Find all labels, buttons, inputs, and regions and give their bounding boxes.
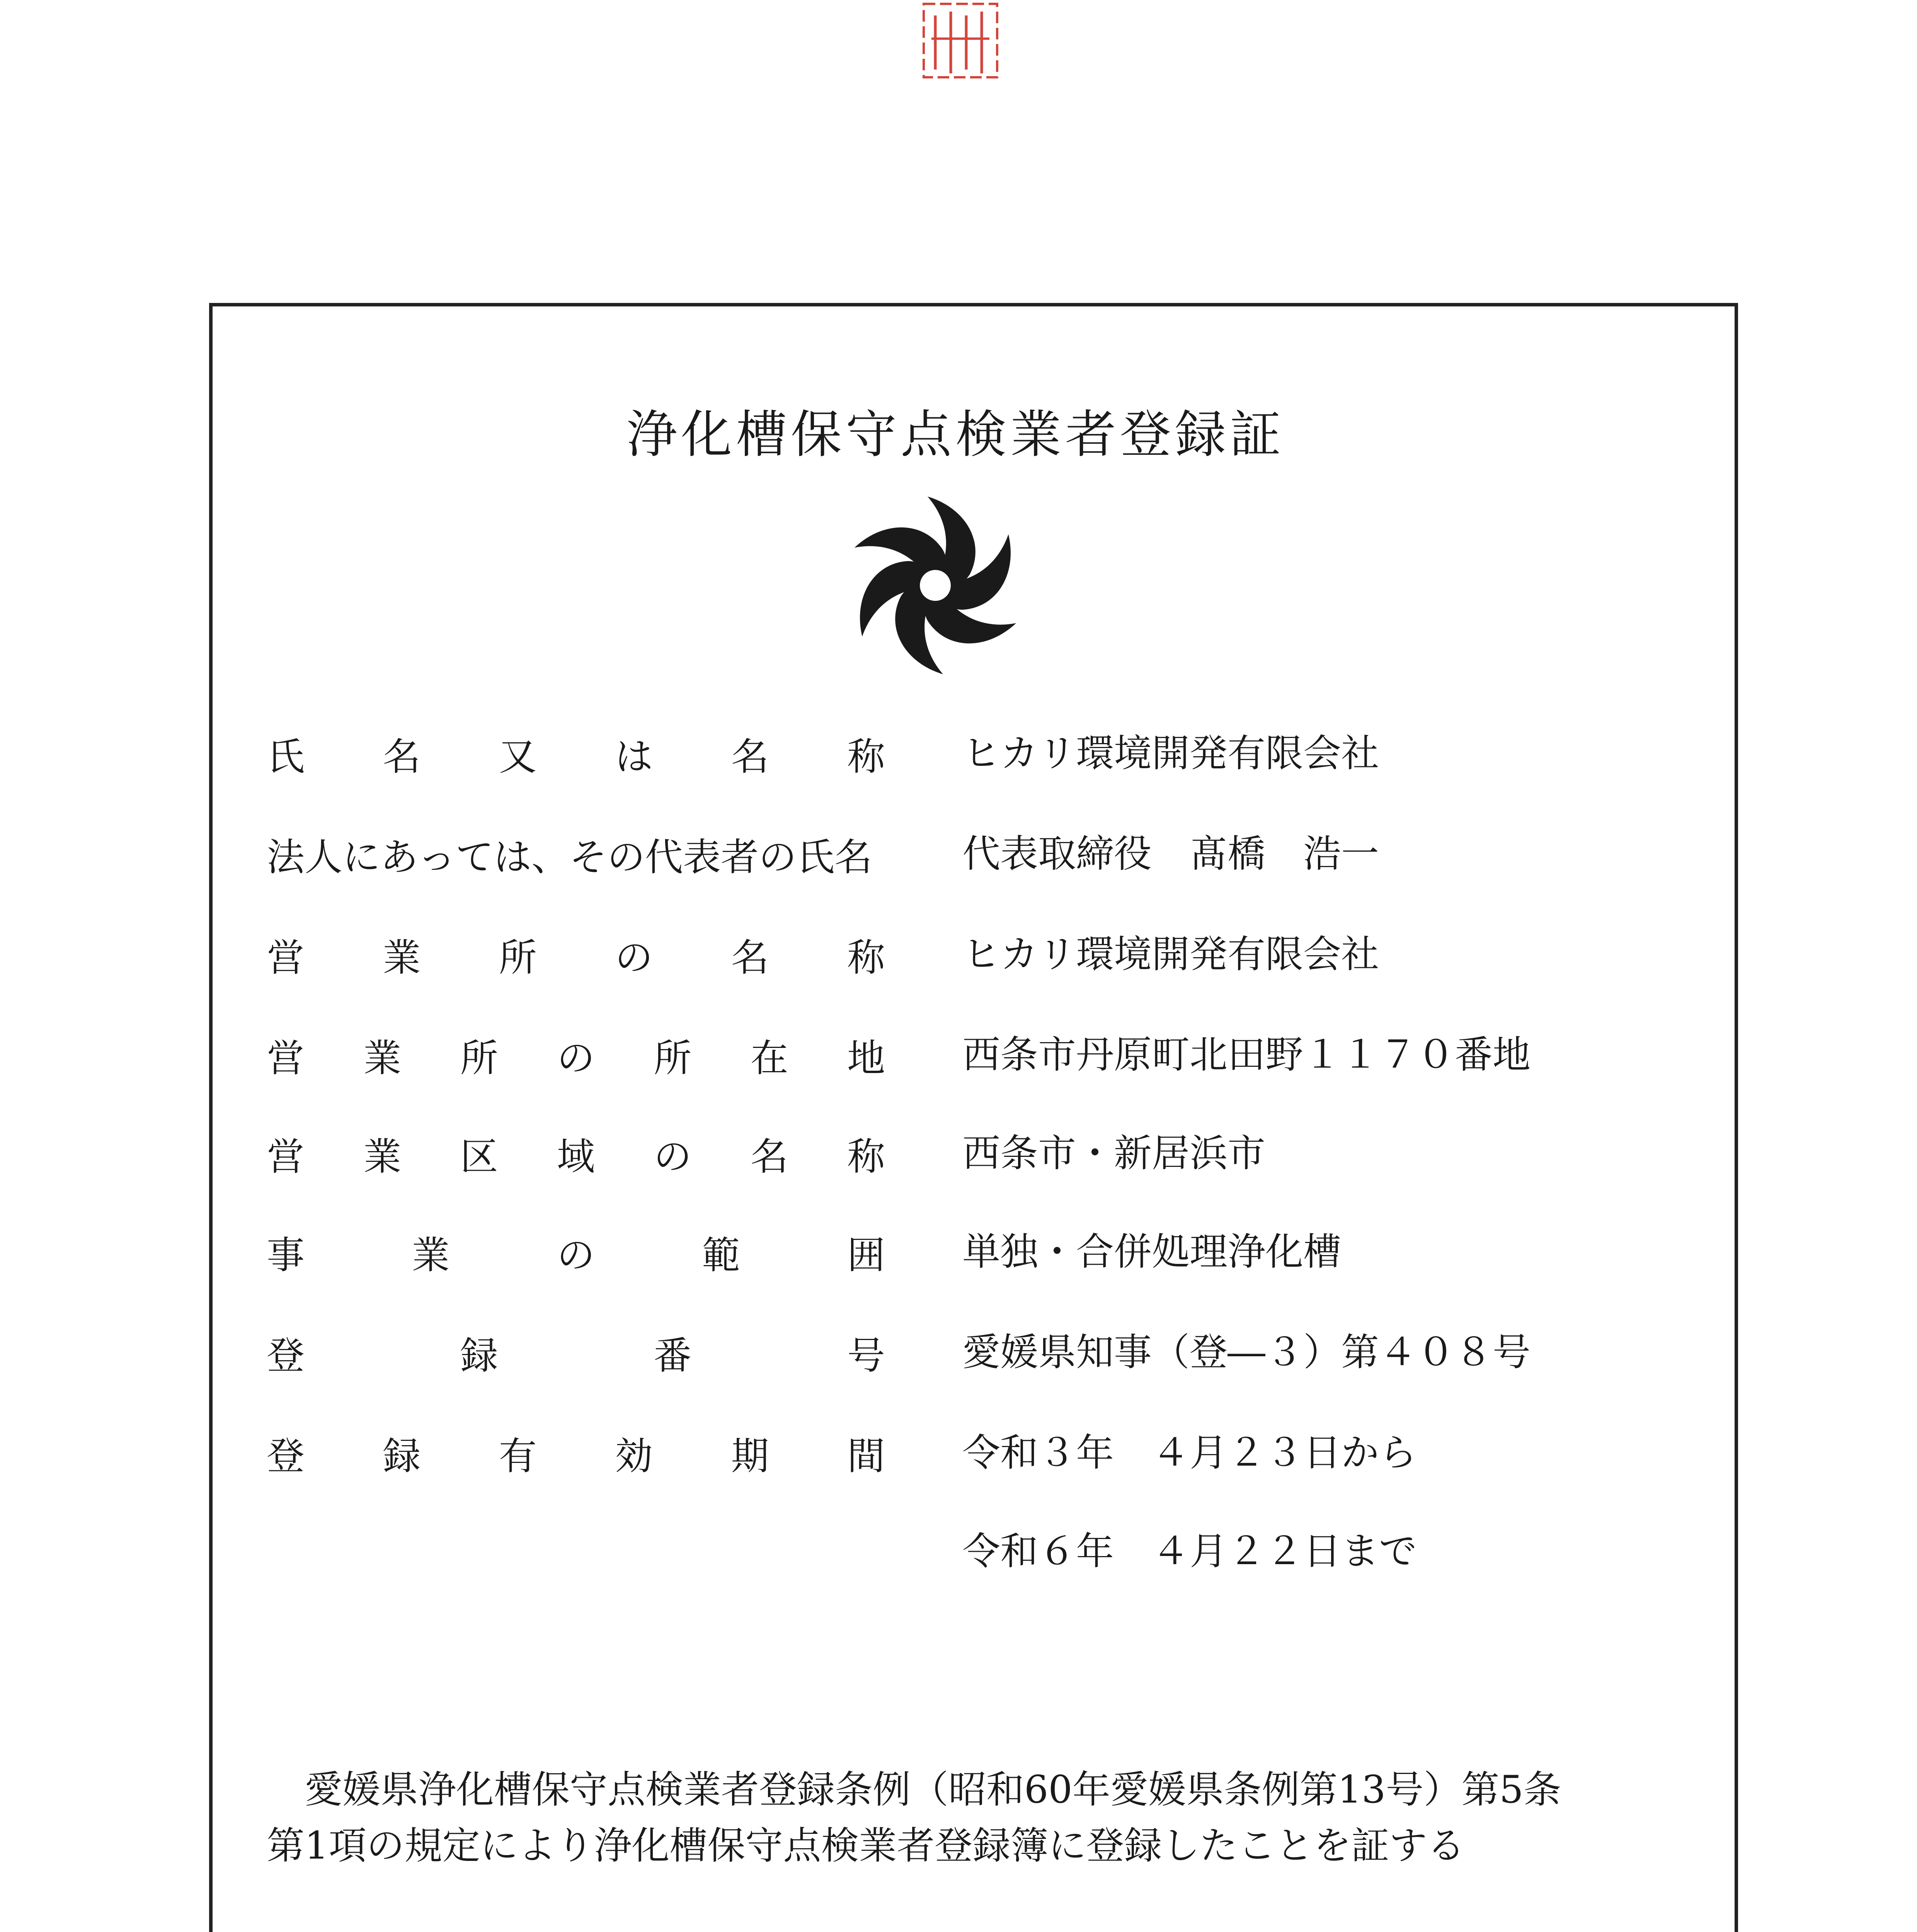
field-label-char: 所 [499,935,537,980]
field-label-char: 称 [847,1134,885,1179]
field-label-char: 期 [731,1434,769,1478]
field-label [267,827,885,881]
field-label-char: 有 [499,1434,537,1478]
certification-statement [267,1762,1643,1874]
field-label [267,1225,885,1279]
field-label-char: の [557,1036,595,1080]
prefecture-emblem-icon [835,485,1036,686]
field-label-char: 営 [267,1036,305,1080]
field-row [267,827,1851,881]
field-row [267,927,1851,981]
field-row [267,1426,1851,1480]
field-label-char: 営 [267,1134,305,1179]
field-label-char: 業 [412,1233,450,1277]
field-label [267,1028,885,1082]
statement-line: 第1項の規定により浄化槽保守点検業者登録簿に登録したことを証する [267,1824,1465,1868]
field-label-char: 登 [267,1434,305,1478]
field-label-char: 地 [847,1036,885,1080]
field-label-char: の [654,1134,692,1179]
field-label-char: 所 [460,1036,498,1080]
field-label-char: 業 [363,1036,402,1080]
field-label-char: 域 [557,1134,595,1179]
field-label-char: 範 [702,1233,740,1277]
field-value: 単独・合併処理浄化槽 [962,1230,1342,1274]
field-label-char: 又 [499,735,537,779]
field-label-char: 録 [460,1333,498,1378]
field-label-char: 登 [267,1333,305,1378]
field-label-char: 名 [750,1134,788,1179]
field-label-char: 氏 [267,735,305,779]
field-value: 令和３年 ４月２３日から [962,1431,1417,1475]
field-label-char: 営 [267,935,305,980]
field-label-char: は [615,735,653,779]
field-label [267,927,885,981]
field-value: ヒカリ環境開発有限会社 [962,731,1379,776]
field-label-char: 称 [847,735,885,779]
field-label-char: 名 [731,935,769,980]
field-label-char: の [615,935,653,980]
field-value: 愛媛県知事（登―３）第４０８号 [962,1330,1531,1374]
field-label-char: 名 [731,735,769,779]
field-label-char: 囲 [847,1233,885,1277]
field-value: 西条市丹原町北田野１１７０番地 [962,1033,1531,1077]
field-label-char: 業 [363,1134,402,1179]
field-label-char: 業 [383,935,421,980]
field-row [267,1028,1851,1082]
field-row [267,1325,1851,1379]
validity-end-value: 令和６年 ４月２２日まで [962,1529,1417,1573]
field-value: 代表取締役 髙橋 浩一 [962,832,1379,876]
field-label-char: 号 [847,1333,885,1378]
field-label-char: 法人にあっては、その代表者の氏名 [267,835,873,879]
field-label-char: 在 [750,1036,788,1080]
field-label-char: 称 [847,935,885,980]
field-label [267,1325,885,1379]
field-label-char: 所 [654,1036,692,1080]
field-label [267,1126,885,1180]
field-label-char: 区 [460,1134,498,1179]
field-label-char: 名 [383,735,421,779]
field-value: 西条市・新居浜市 [962,1131,1266,1175]
field-label [267,726,885,781]
validity-end-row [267,1524,1851,1578]
top-seal-stamp [916,0,1005,89]
field-row [267,1225,1851,1279]
field-label-char: 効 [615,1434,653,1478]
field-row [267,726,1851,781]
field-label-char: 番 [654,1333,692,1378]
field-label-char: 事 [267,1233,305,1277]
field-value: ヒカリ環境開発有限会社 [962,932,1379,976]
field-label [267,1426,885,1480]
field-row [267,1126,1851,1180]
field-label-char: 間 [847,1434,885,1478]
certificate-title: 浄化槽保守点検業者登録証 [626,405,1285,464]
statement-line: 愛媛県浄化槽保守点検業者登録条例（昭和60年愛媛県条例第13号）第5条 [267,1768,1561,1812]
field-label-char: 録 [383,1434,421,1478]
field-label-char: の [557,1233,595,1277]
